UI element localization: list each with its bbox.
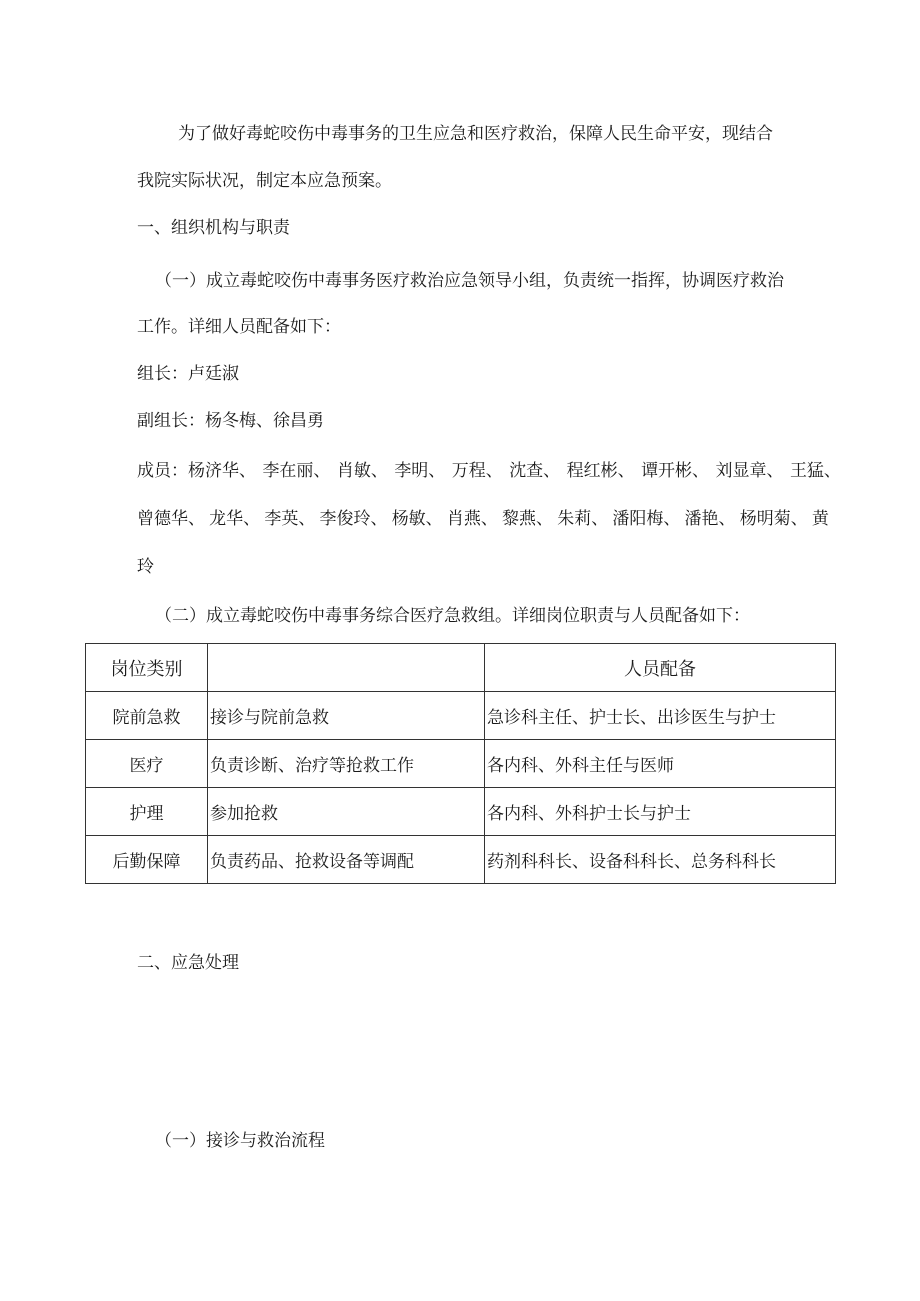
member-name: 刘显章、 xyxy=(715,461,784,481)
intro-line-1: 为了做好毒蛇咬伤中毒事务的卫生应急和医疗救治，保障人民生命平安，现结合 xyxy=(178,124,773,144)
table-cell: 药剂科科长、设备科科长、总务科科长 xyxy=(485,836,836,884)
members-line-1 xyxy=(137,459,841,483)
section-1-sub-1-line-2: 工作。详细人员配备如下： xyxy=(137,317,341,337)
table-cell: 急诊科主任、护士长、出诊医生与护士 xyxy=(485,692,836,740)
table-header-cell xyxy=(208,644,485,692)
member-name: 程红彬、 xyxy=(566,461,635,481)
table-cell: 院前急救 xyxy=(86,692,208,740)
duty-table xyxy=(85,643,836,884)
table-cell: 参加抢救 xyxy=(208,788,485,836)
table-row xyxy=(86,836,836,884)
members-line-2 xyxy=(137,507,829,531)
section-2-sub-1: （一）接诊与救治流程 xyxy=(155,1131,325,1151)
section-2-heading: 二、应急处理 xyxy=(137,953,239,973)
member-name: 万程、 xyxy=(451,461,503,481)
leader-line: 组长：卢廷淑 xyxy=(137,364,239,384)
member-name: 谭开彬、 xyxy=(641,461,710,481)
table-row xyxy=(86,692,836,740)
table-cell: 后勤保障 xyxy=(86,836,208,884)
member-name: 黎燕、 xyxy=(502,509,554,529)
table-cell: 各内科、外科护士长与护士 xyxy=(485,788,836,836)
table-row xyxy=(86,788,836,836)
member-name: 李英、 xyxy=(264,509,316,529)
table-cell: 接诊与院前急救 xyxy=(208,692,485,740)
member-name: 潘艳、 xyxy=(684,509,736,529)
member-name: 杨明菊、 xyxy=(739,509,808,529)
member-name: 朱莉、 xyxy=(557,509,609,529)
table-cell: 医疗 xyxy=(86,740,208,788)
table-cell: 负责诊断、治疗等抢救工作 xyxy=(208,740,485,788)
member-name: 曾德华、 xyxy=(137,509,205,529)
member-name: 黄 xyxy=(811,509,829,529)
member-name: 李明、 xyxy=(394,461,446,481)
table-header-cell: 岗位类别 xyxy=(86,644,208,692)
member-name: 王猛、 xyxy=(789,461,841,481)
deputy-line: 副组长：杨冬梅、徐昌勇 xyxy=(137,411,324,431)
section-1-sub-2: （二）成立毒蛇咬伤中毒事务综合医疗急救组。详细岗位职责与人员配备如下： xyxy=(155,606,750,626)
member-name: 杨敏、 xyxy=(391,509,443,529)
table-cell: 负责药品、抢救设备等调配 xyxy=(208,836,485,884)
member-name: 李在丽、 xyxy=(262,461,331,481)
member-name: 沈查、 xyxy=(509,461,561,481)
table-header-row xyxy=(86,644,836,692)
member-name: 李俊玲、 xyxy=(319,509,388,529)
table-cell: 各内科、外科主任与医师 xyxy=(485,740,836,788)
member-name: 成员：杨济华、 xyxy=(137,461,256,481)
member-name: 潘阳梅、 xyxy=(612,509,681,529)
table-cell: 护理 xyxy=(86,788,208,836)
table-header-cell: 人员配备 xyxy=(485,644,836,692)
member-name: 肖敏、 xyxy=(336,461,388,481)
intro-line-2: 我院实际状况，制定本应急预案。 xyxy=(137,171,392,191)
member-name: 肖燕、 xyxy=(446,509,498,529)
table-row xyxy=(86,740,836,788)
member-name: 龙华、 xyxy=(209,509,261,529)
section-1-heading: 一、组织机构与职责 xyxy=(137,218,290,238)
section-1-sub-1-line-1: （一）成立毒蛇咬伤中毒事务医疗救治应急领导小组，负责统一指挥，协调医疗救治 xyxy=(155,271,784,291)
members-line-3: 玲 xyxy=(137,557,154,577)
